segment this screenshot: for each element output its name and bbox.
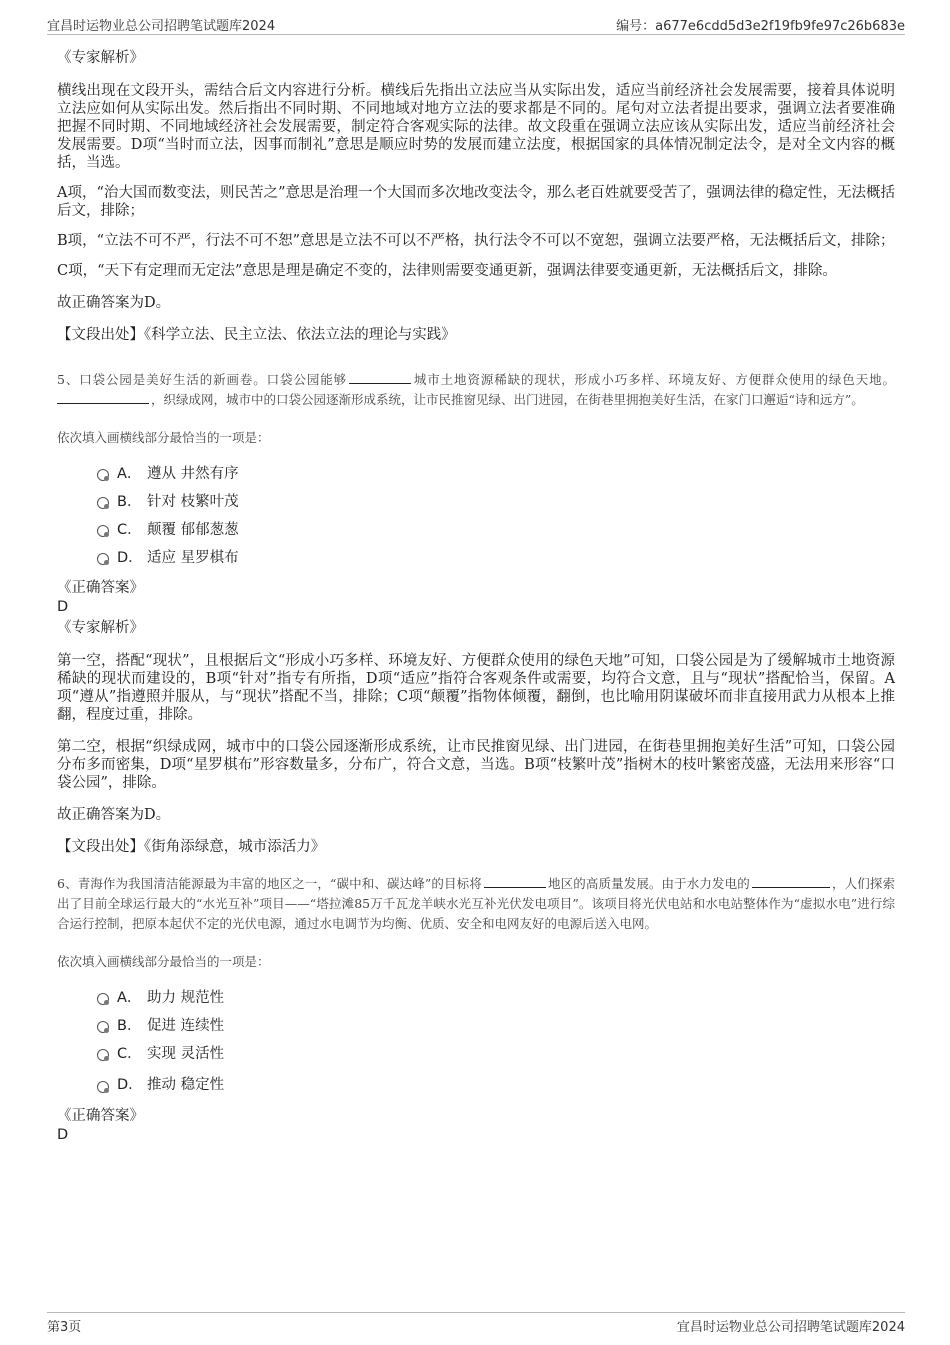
conclusion: 故正确答案为D。: [57, 807, 171, 823]
expert-analysis-label: 《专家解析》: [57, 50, 144, 66]
source-citation: 【文段出处】《科学立法、民主立法、依法立法的理论与实践》: [57, 327, 456, 343]
radio-icon[interactable]: [97, 993, 109, 1005]
option-a[interactable]: A． 遵从 井然有序: [97, 460, 895, 488]
radio-icon[interactable]: [97, 1081, 109, 1093]
option-b[interactable]: B． 针对 枝繁叶茂: [97, 488, 895, 516]
option-c[interactable]: C． 实现 灵活性: [97, 1040, 895, 1068]
correct-answer-label: 《正确答案》: [57, 580, 144, 596]
question-stem: 5、口袋公园是美好生活的新画卷。口袋公园能够 城市土地资源稀缺的现状，形成小巧多样、环境友好、方便群众使用的绿色天地。，织绿成网，城市中的口袋公园逐渐形成系统，让市民推窗见绿、出门进园，在街巷里拥抱美好生活，在家门口邂逅“诗和远方”。: [57, 372, 895, 407]
question-prompt: 依次填入画横线部分最恰当的一项是：: [57, 954, 270, 969]
analysis-paragraph: C项，“天下有定理而无定法”意思是理是确定不变的，法律则需要变通更新，强调法律要变通更新，无法概括后文，排除。: [57, 263, 837, 279]
fill-blank: [57, 390, 149, 404]
correct-answer: D: [57, 599, 69, 615]
header-title: 宜昌时运物业总公司招聘笔试题库2024: [47, 19, 276, 34]
option-list: [57, 460, 895, 572]
analysis-paragraph: 第二空，根据“织绿成网，城市中的口袋公园逐渐形成系统，让市民推窗见绿、出门进园，在街巷里拥抱美好生活”可知，口袋公园分布多而密集，D项“星罗棋布”形容数量多，分布广，符合文意，当选。B项“枝繁叶茂”指树木的枝叶繁密茂盛，无法用来形容“口袋公园”，排除。: [57, 739, 895, 791]
conclusion: 故正确答案为D。: [57, 295, 171, 311]
option-d[interactable]: D． 适应 星罗棋布: [97, 544, 895, 572]
question-prompt: 依次填入画横线部分最恰当的一项是：: [57, 430, 270, 445]
expert-analysis-label: 《专家解析》: [57, 620, 144, 636]
analysis-paragraph: 横线出现在文段开头，需结合后文内容进行分析。横线后先指出立法应当从实际出发，适应当前经济社会发展需要，接着具体说明立法应如何从实际出发。然后指出不同时期、不同地域对地方立法的要求都是不同的。尾句对立法者提出要求，强调立法者要准确把握不同时期、不同地域经济社会发展需要，制定符合客观实际的法律。故文段重在强调立法应该从实际出发，适应当前经济社会发展需要。D项“当时而立法，因事而制礼”意思是顺应时势的发展而建立法度，根据国家的具体情况制定法令，是对全文内容的概括，当选。: [57, 83, 895, 171]
analysis-paragraph: A项，“治大国而数变法，则民苦之”意思是治理一个大国而多次地改变法令，那么老百姓就要受苦了，强调法律的稳定性，无法概括后文，排除；: [57, 185, 895, 219]
radio-icon[interactable]: [97, 553, 109, 565]
correct-answer: D: [57, 1127, 69, 1143]
fill-blank: [484, 874, 546, 888]
source-citation: 【文段出处】《街角添绿意，城市添活力》: [57, 839, 326, 855]
option-list: [57, 984, 895, 1100]
radio-icon[interactable]: [97, 525, 109, 537]
option-a[interactable]: A． 助力 规范性: [97, 984, 895, 1012]
page-content: [57, 48, 895, 1144]
page-header: [47, 12, 905, 35]
question-stem: 6、青海作为我国清洁能源最为丰富的地区之一，“碳中和、碳达峰”的目标将 地区的高质量发展。由于水力发电的 ，人们探索出了目前全球运行最大的“水光互补”项目——“塔拉滩85万千瓦龙羊峡水光互补光伏发电项目”。该项目将光伏电站和水电站整体作为“虚拟水电”进行综合运行控制，把原本起伏不定的光伏电源，通过水电调节为均衡、优质、安全和电网友好的电源后送入电网。: [57, 876, 895, 931]
header-serial: 编号：a677e6cdd5d3e2f19fb9fe97c26b683e: [616, 19, 905, 34]
fill-blank: [752, 874, 830, 888]
footer-title: 宜昌时运物业总公司招聘笔试题库2024: [676, 1320, 905, 1335]
radio-icon[interactable]: [97, 497, 109, 509]
correct-answer-label: 《正确答案》: [57, 1108, 144, 1124]
radio-icon[interactable]: [97, 1049, 109, 1061]
radio-icon[interactable]: [97, 469, 109, 481]
radio-icon[interactable]: [97, 1021, 109, 1033]
page-number: 第3页: [47, 1320, 82, 1335]
analysis-paragraph: B项，“立法不可不严，行法不可不恕”意思是立法不可以不严格，执行法令不可以不宽恕，强调立法要严格，无法概括后文，排除；: [57, 233, 895, 249]
page-footer: [47, 1312, 905, 1335]
option-b[interactable]: B． 促进 连续性: [97, 1012, 895, 1040]
analysis-paragraph: 第一空，搭配“现状”，且根据后文“形成小巧多样、环境友好、方便群众使用的绿色天地”可知，口袋公园是为了缓解城市土地资源稀缺的现状而建设的，B项“针对”指专有所指，D项“适应”指符合客观条件或需要，均符合文意，且与“现状”搭配恰当，保留。A项“遵从”指遵照并服从，与“现状”搭配不当，排除；C项“颠覆”指物体倾覆，翻倒，也比喻用阴谋破坏而非直接用武力从根本上推翻，程度过重，排除。: [57, 653, 895, 723]
option-c[interactable]: C． 颠覆 郁郁葱葱: [97, 516, 895, 544]
option-d[interactable]: D． 推动 稳定性: [97, 1068, 895, 1100]
fill-blank: [349, 370, 411, 384]
